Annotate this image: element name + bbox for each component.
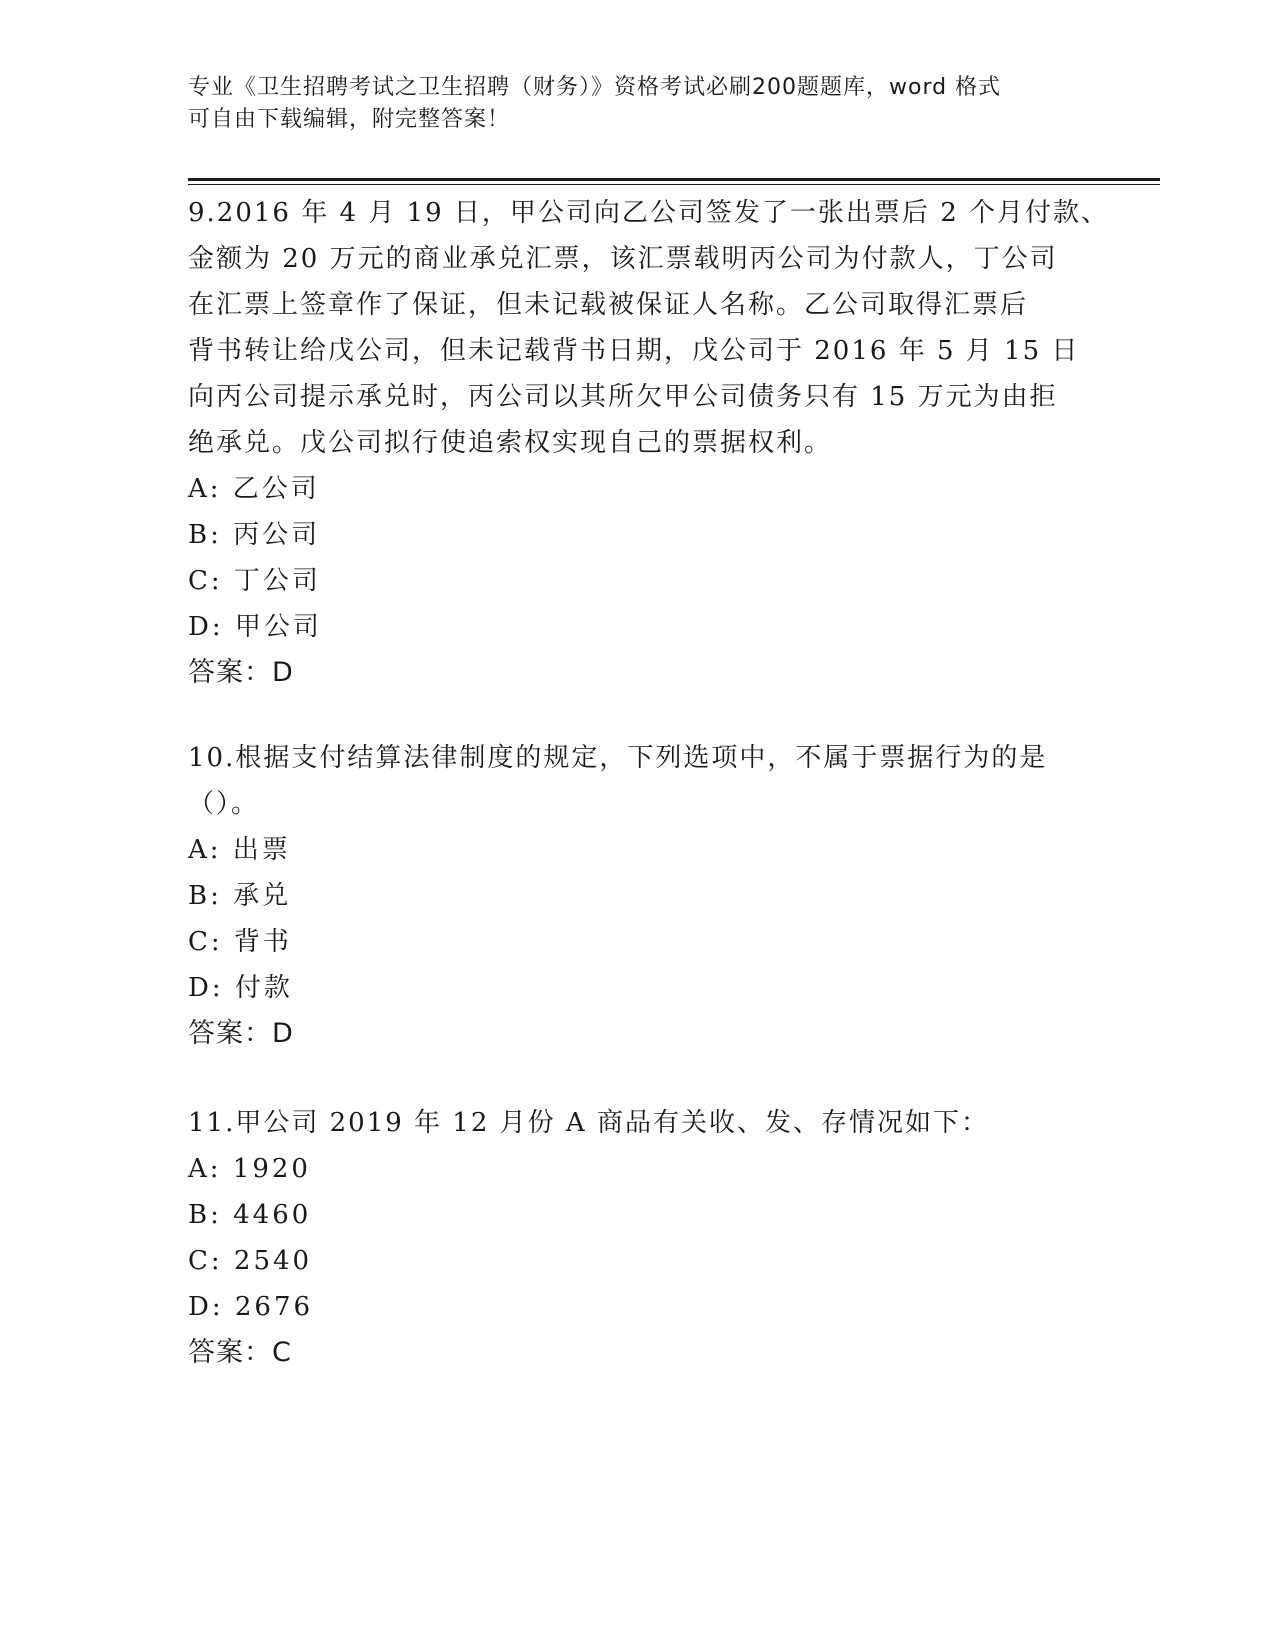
header-line-2: 可自由下载编辑，附完整答案！ [188,107,511,132]
option-d: D: 2676 [188,1292,314,1322]
header-divider-thin [188,184,1160,185]
option-c: C: 2540 [188,1246,313,1276]
option-d: D: 甲公司 [188,612,322,642]
question-9 [188,190,1109,696]
option-b: B: 承兑 [188,881,292,911]
option-c: C: 丁公司 [188,566,321,596]
option-b: B: 4460 [188,1200,312,1230]
question-text-line: 在汇票上签章作了保证，但未记载被保证人名称。乙公司取得汇票后 [188,290,1029,320]
question-text-line: 10.根据支付结算法律制度的规定，下列选项中，不属于票据行为的是 [188,743,1048,773]
document-header [188,72,1068,136]
question-text-line: 9.2016 年 4 月 19 日，甲公司向乙公司签发了一张出票后 2 个月付款、 [188,198,1109,228]
question-text-line: 金额为 20 万元的商业承兑汇票，该汇票载明丙公司为付款人，丁公司 [188,244,1058,274]
header-line-1: 专业《卫生招聘考试之卫生招聘（财务）》资格考试必刷200题题库，word 格式 [188,75,1002,100]
question-10 [188,735,1088,1057]
option-d: D: 付款 [188,973,293,1003]
option-b: B: 丙公司 [188,520,321,550]
question-text-line: （）。 [188,789,260,819]
option-c: C: 背书 [188,927,292,957]
question-text-line: 绝承兑。戊公司拟行使追索权实现自己的票据权利。 [188,428,833,458]
answer-text: 答案：C [188,1337,292,1368]
answer-text: 答案：D [188,1018,294,1049]
question-11 [188,1100,1088,1376]
question-text-line: 11.甲公司 2019 年 12 月份 A 商品有关收、发、存情况如下： [188,1108,989,1138]
option-a: A: 1920 [188,1154,311,1184]
option-a: A: 出票 [188,835,291,865]
header-divider-thick [188,178,1160,181]
answer-text: 答案：D [188,657,294,688]
question-text-line: 背书转让给戊公司，但未记载背书日期，戊公司于 2016 年 5 月 15 日 [188,336,1080,366]
question-text-line: 向丙公司提示承兑时，丙公司以其所欠甲公司债务只有 15 万元为由拒 [188,382,1058,412]
option-a: A: 乙公司 [188,474,320,504]
